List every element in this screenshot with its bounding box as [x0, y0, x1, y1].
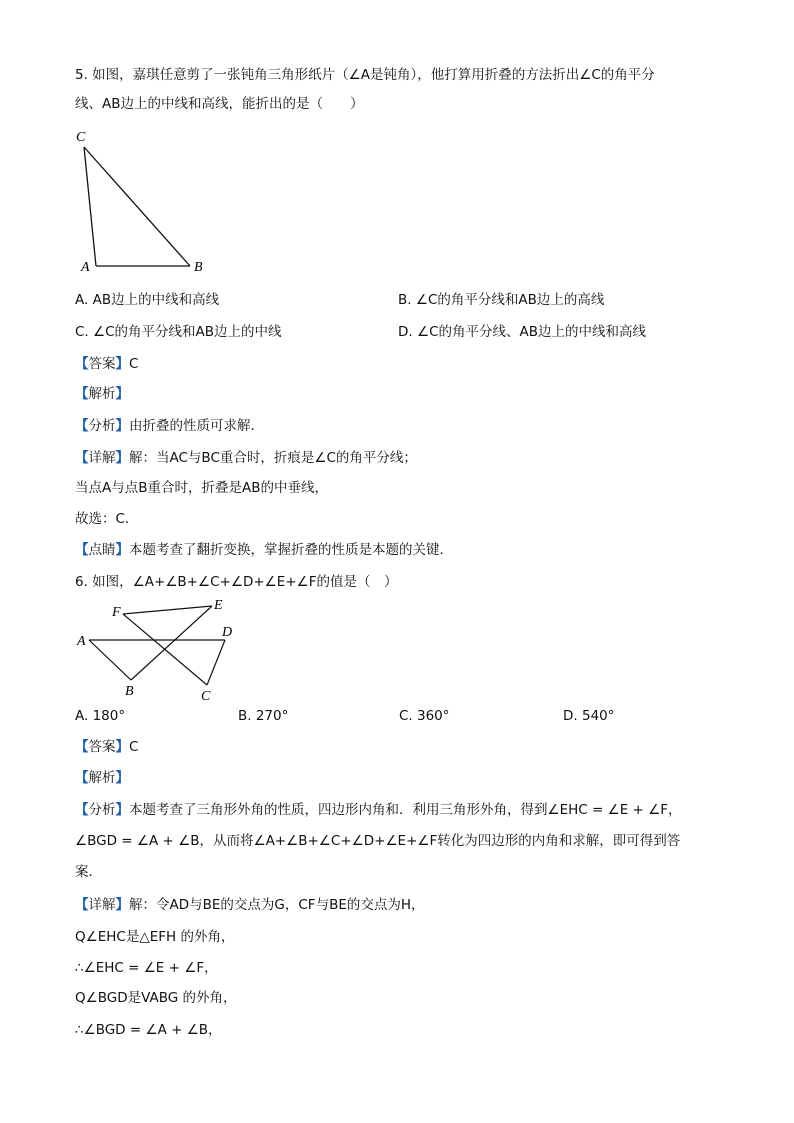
label-d: D — [222, 625, 233, 640]
side-ca — [84, 147, 96, 266]
label-a2: A — [77, 634, 86, 649]
q6-analysis-heading: 【解析】 — [75, 770, 129, 786]
q6-option-d: D. 540° — [563, 708, 615, 724]
q5-answer: 【答案】C — [75, 356, 139, 372]
q6-detail-line2: Q∠EHC是△EFH 的外角， — [75, 929, 235, 945]
q5-option-a: A. AB边上的中线和高线 — [75, 292, 220, 308]
q6-detail-line1: 【详解】解：令AD与BE的交点为G，CF与BE的交点为H， — [75, 897, 425, 913]
q5-stem-line1: 5. 如图，嘉琪任意剪了一张钝角三角形纸片（∠A是钝角），他打算用折叠的方法折出∠C的角平分 — [75, 67, 655, 83]
q6-option-b: B. 270° — [238, 708, 289, 724]
q6-answer: 【答案】C — [75, 739, 139, 755]
label-e: E — [214, 598, 223, 613]
q5-option-d: D. ∠C的角平分线、AB边上的中线和高线 — [398, 324, 647, 340]
q5-detail-line3: 故选：C． — [75, 511, 139, 527]
q5-option-b: B. ∠C的角平分线和AB边上的高线 — [398, 292, 605, 308]
q6-detail-line4: Q∠BGD是VABG 的外角， — [75, 990, 237, 1006]
triangle-abc-figure — [84, 147, 190, 266]
segment-ab — [89, 640, 131, 680]
q5-fenxi: 【分析】由折叠的性质可求解． — [75, 418, 264, 434]
q5-option-c: C. ∠C的角平分线和AB边上的中线 — [75, 324, 282, 340]
q6-detail-line5: ∴∠BGD = ∠A + ∠B， — [75, 1022, 222, 1038]
q5-stem-line2: 线、AB边上的中线和高线，能折出的是（ ） — [75, 96, 364, 112]
q5-detail-line2: 当点A与点B重合时，折叠是AB的中垂线， — [75, 480, 328, 496]
q6-option-a: A. 180° — [75, 708, 126, 724]
q5-analysis-heading: 【解析】 — [75, 386, 129, 402]
segment-be — [131, 606, 212, 680]
q6-detail-line3: ∴∠EHC = ∠E + ∠F， — [75, 960, 218, 976]
q5-dianjing: 【点睛】本题考查了翻折变换，掌握折叠的性质是本题的关键． — [75, 542, 453, 558]
q6-stem: 6. 如图，∠A+∠B+∠C+∠D+∠E+∠F的值是（ ） — [75, 574, 398, 590]
q6-option-c: C. 360° — [399, 708, 450, 724]
star-figure — [89, 606, 225, 685]
side-bc — [84, 147, 190, 266]
segment-fe — [123, 606, 212, 614]
q5-detail-line1: 【详解】解：当AC与BC重合时，折痕是∠C的角平分线； — [75, 450, 417, 466]
label-a: A — [81, 260, 90, 275]
q6-fenxi-line3: 案． — [75, 864, 102, 880]
q6-fenxi-line1: 【分析】本题考查了三角形外角的性质，四边形内角和．利用三角形外角，得到∠EHC = ∠E + ∠F， — [75, 802, 682, 818]
label-f: F — [112, 605, 121, 620]
label-b: B — [194, 260, 203, 275]
label-c: C — [76, 130, 86, 145]
label-b2: B — [125, 684, 134, 699]
segment-dc — [207, 640, 225, 685]
q6-fenxi-line2: ∠BGD = ∠A + ∠B，从而将∠A+∠B+∠C+∠D+∠E+∠F转化为四边形的内角和求解，即可得到答 — [75, 833, 681, 849]
label-c2: C — [201, 689, 211, 704]
